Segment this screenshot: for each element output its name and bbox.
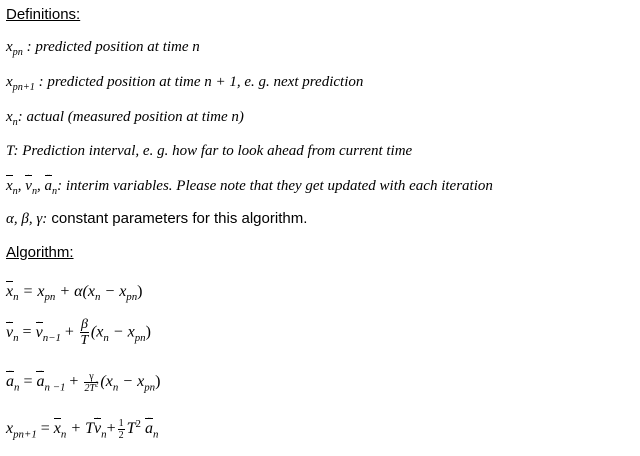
- definition-xpn1-text: : predicted position at time n + 1, e. g. next prediction: [38, 74, 364, 90]
- eq4-part: +: [106, 420, 116, 438]
- x-bar-symbol: x: [6, 283, 14, 300]
- fraction-gamma-over-2T2: [84, 371, 98, 394]
- symbol-x: x: [6, 74, 13, 90]
- eq1-part: + α(x: [55, 283, 95, 300]
- subscript-n: n: [101, 428, 107, 441]
- symbol-T: T: [6, 143, 14, 159]
- definition-xpn1: [6, 73, 363, 91]
- subscript-pn: pn: [126, 291, 138, 304]
- eq1-part: − x: [100, 283, 127, 300]
- a-bar-ddot-symbol: .. a: [6, 364, 14, 391]
- a-bar-ddot-symbol: .. a: [44, 168, 53, 194]
- definition-T: [6, 142, 412, 160]
- eq4-part: =: [36, 420, 54, 438]
- definition-xn-text: : actual (measured position at time n): [17, 109, 244, 125]
- a-bar-ddot-symbol: .. a: [144, 411, 153, 438]
- subscript-n-minus-1: n−1: [42, 331, 61, 344]
- definition-params: [6, 210, 307, 228]
- equation-x-bar: [6, 283, 143, 304]
- subscript-n: n: [112, 381, 119, 394]
- v-bar-dot-symbol: . v: [6, 314, 14, 341]
- eq3-part: +: [65, 373, 83, 391]
- fraction-one-half: [118, 418, 125, 441]
- v-bar-dot-symbol: . v: [35, 314, 43, 341]
- equation-a-bar: [6, 364, 161, 394]
- v-bar-dot-symbol: . v: [94, 411, 102, 438]
- v-bar-dot-symbol: . v: [25, 168, 32, 194]
- fraction-denominator: 2: [118, 430, 124, 441]
- subscript-n: n: [60, 428, 67, 441]
- definition-interim: [6, 168, 493, 197]
- eq4-part: + T: [66, 420, 95, 438]
- definitions-heading: Definitions:: [6, 6, 81, 23]
- subscript-pn1: pn+1: [13, 428, 37, 441]
- x-bar-symbol: x: [6, 177, 13, 195]
- subscript-pn: pn: [144, 381, 156, 394]
- eq2-part: ): [145, 323, 151, 341]
- symbol-x: x: [6, 39, 13, 55]
- symbol-x: x: [6, 109, 13, 125]
- fraction-numerator: β: [80, 317, 88, 332]
- subscript-n: n: [152, 428, 159, 441]
- definition-T-text: : Prediction interval, e. g. how far to look ahead from current time: [13, 143, 413, 159]
- fraction-denominator: $2T^2$: [84, 381, 99, 394]
- symbol-x: x: [6, 420, 14, 438]
- subscript-n: n: [12, 186, 18, 197]
- comma: ,: [17, 178, 26, 194]
- eq1-part: = x: [18, 283, 45, 300]
- eq2-part: =: [18, 323, 36, 341]
- fraction-denominator: T: [80, 333, 89, 349]
- x-bar-symbol: x: [53, 420, 61, 438]
- eq3-part: =: [19, 373, 37, 391]
- subscript-n: n: [14, 381, 20, 394]
- fraction-numerator: γ: [84, 371, 98, 383]
- subscript-n: n: [94, 291, 101, 304]
- subscript-n: n: [13, 331, 19, 344]
- eq2-part: (x: [90, 323, 104, 341]
- subscript-pn: pn: [134, 331, 146, 344]
- eq3-part: − x: [118, 373, 145, 391]
- comma: ,: [37, 178, 45, 194]
- definition-interim-text: : interim variables. Please note that they get updated with each iteration: [57, 178, 493, 194]
- subscript-n: n: [103, 331, 109, 344]
- params-symbols: α, β, γ:: [6, 211, 48, 227]
- subscript-n-minus-1: n −1: [44, 381, 66, 394]
- eq3-part: (x: [100, 373, 113, 391]
- symbol-T: T: [126, 420, 136, 438]
- algorithm-heading: Algorithm:: [6, 244, 74, 261]
- definition-xpn-text: : predicted position at time n: [26, 39, 200, 55]
- subscript-pn: pn: [12, 47, 23, 58]
- equation-x-pn1: [6, 411, 159, 441]
- subscript-n: n: [31, 186, 38, 197]
- eq1-part: ): [137, 283, 143, 300]
- subscript-n: n: [12, 117, 18, 128]
- eq2-part: − x: [108, 323, 135, 341]
- subscript-pn1: pn+1: [12, 82, 35, 93]
- definition-params-text: constant parameters for this algorithm.: [47, 210, 308, 227]
- subscript-pn: pn: [44, 291, 56, 304]
- subscript-n: n: [13, 291, 19, 304]
- fraction-beta-over-T: [80, 317, 89, 349]
- subscript-n: n: [52, 186, 58, 197]
- fraction-numerator: 1: [118, 418, 124, 429]
- eq3-part: ): [155, 373, 161, 391]
- superscript-2: 2: [135, 417, 141, 430]
- equation-v-bar: [6, 314, 151, 349]
- a-bar-ddot-symbol: .. a: [36, 364, 45, 391]
- definition-xpn: [6, 38, 200, 56]
- definition-xn: [6, 108, 244, 126]
- eq2-part: +: [60, 323, 78, 341]
